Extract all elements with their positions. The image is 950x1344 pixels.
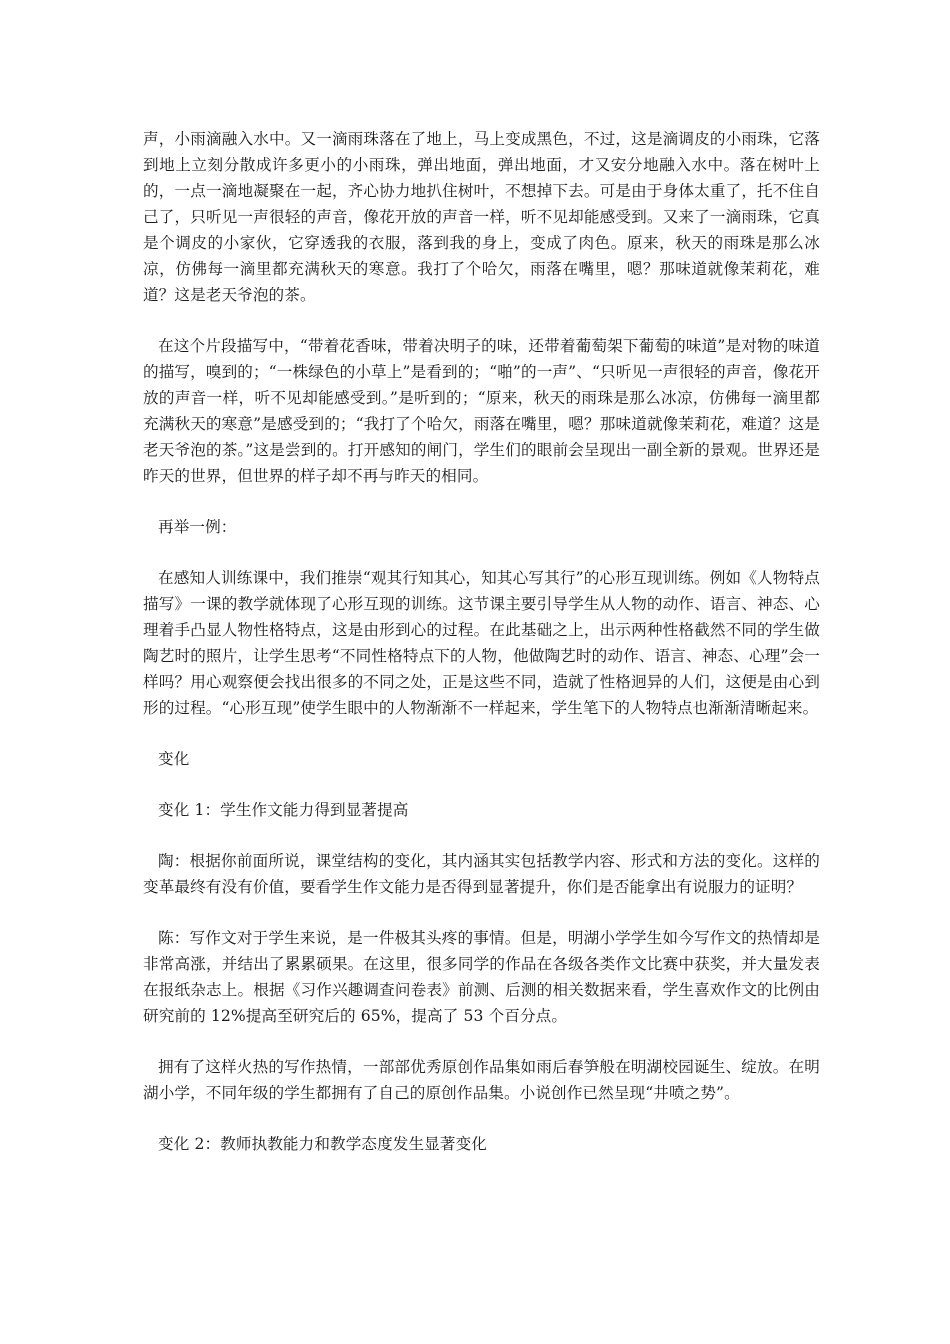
section-heading-changes: 变化 bbox=[158, 750, 190, 768]
document-body bbox=[143, 126, 820, 1182]
paragraph-heart-form-training: 在感知人训练课中，我们推崇“观其行知其心，知其心写其行”的心形互现训练。例如《人物特点描写》一课的教学就体现了心形互现的训练。这节课主要引导学生从人物的动作、语言、神态、心理着手凸显人物性格特点，这是由形到心的过程。在此基础之上，出示两种性格截然不同的学生做陶艺时的照片，让学生思考“不同性格特点下的人物，他做陶艺时的动作、语言、神态、心理”会一样吗？用心观察便会找出很多的不同之处，正是这些不同，造就了性格迥异的人们，这便是由心到形的过程。“心形互现”使学生眼中的人物渐渐不一样起来，学生笔下的人物特点也渐渐清晰起来。 bbox=[143, 569, 820, 717]
paragraph-interviewee-answer: 陈：写作文对于学生来说，是一件极其头疼的事情。但是，明湖小学学生如今写作文的热情却是非常高涨，并结出了累累硕果。在这里，很多同学的作品在各级各类作文比赛中获奖，并大量发表在报纸杂志上。根据《习作兴趣调查问卷表》前测、后测的相关数据来看，学生喜欢作文的比例由研究前的 12%提高至研究后的 65%，提高了 53 个百分点。 bbox=[143, 929, 820, 1025]
paragraph-sense-analysis: 在这个片段描写中，“带着花香味，带着决明子的味，还带着葡萄架下葡萄的味道”是对物的味道的描写，嗅到的；“一株绿色的小草上”是看到的；“啪”的一声”、“只听见一声很轻的声音，像花开放的声音一样，听不见却能感受到。”是听到的；“原来，秋天的雨珠是那么冰凉，仿佛每一滴里都充满秋天的寒意”是感受到的；“我打了个哈欠，雨落在嘴里，嗯？那味道就像茉莉花，难道？这是老天爷泡的茶。”这是尝到的。打开感知的闸门，学生们的眼前会呈现出一副全新的景观。世界还是昨天的世界，但世界的样子却不再与昨天的相同。 bbox=[143, 337, 820, 485]
paragraph-rain-description: 声，小雨滴融入水中。又一滴雨珠落在了地上，马上变成黑色，不过，这是滴调皮的小雨珠，它落到地上立刻分散成许多更小的小雨珠，弹出地面，弹出地面，才又安分地融入水中。落在树叶上的，一点一滴地凝聚在一起，齐心协力地扒住树叶，不想掉下去。可是由于身体太重了，托不住自己了，只听见一声很轻的声音，像花开放的声音一样，听不见却能感受到。又来了一滴雨珠，它真是个调皮的小家伙，它穿透我的衣服，落到我的身上，变成了肉色。原来，秋天的雨珠是那么冰凉，仿佛每一滴里都充满秋天的寒意。我打了个哈欠，雨落在嘴里，嗯？那味道就像茉莉花，难道？这是老天爷泡的茶。 bbox=[143, 130, 820, 304]
paragraph-writing-enthusiasm: 拥有了这样火热的写作热情，一部部优秀原创作品集如雨后春笋般在明湖校园诞生、绽放。在明湖小学，不同年级的学生都拥有了自己的原创作品集。小说创作已然呈现“井喷之势”。 bbox=[143, 1058, 820, 1102]
subheading-change-2: 变化 2：教师执教能力和教学态度发生显著变化 bbox=[158, 1135, 487, 1153]
paragraph-interviewer-question: 陶：根据你前面所说，课堂结构的变化，其内涵其实包括教学内容、形式和方法的变化。这样的变革最终有没有价值，要看学生作文能力是否得到显著提升，你们是否能拿出有说服力的证明？ bbox=[143, 852, 820, 896]
subheading-change-1: 变化 1：学生作文能力得到显著提高 bbox=[158, 801, 409, 819]
paragraph-another-example: 再举一例： bbox=[158, 518, 237, 536]
